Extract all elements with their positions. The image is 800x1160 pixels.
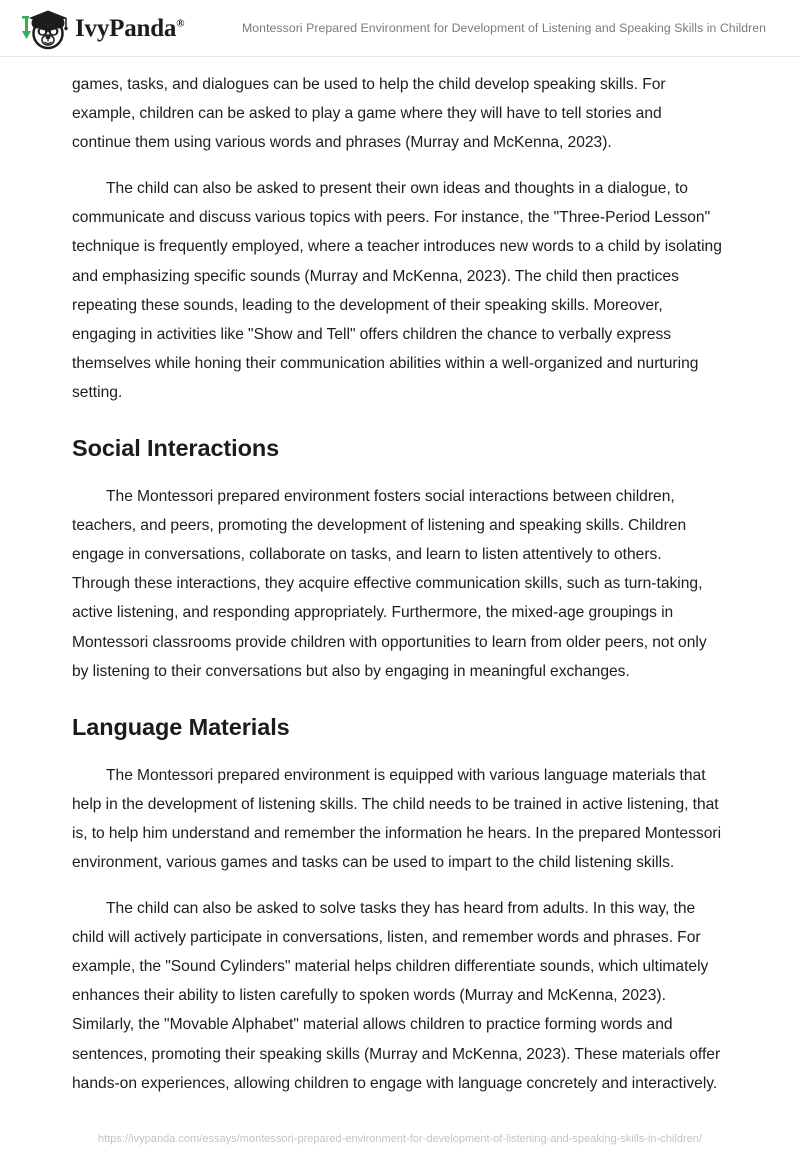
panda-graduate-logo-icon [18, 5, 72, 51]
body-paragraph: The Montessori prepared environment is equipped with various language materials that help in the development of listening skills. The child needs to be trained in active listening, that is, to help him understand and remember the information he hears. In the prepared Montessori environment, various games and tasks can be used to impart to the child listening skills. [72, 766, 722, 871]
page-header [0, 0, 800, 57]
section-heading: Social Interactions [72, 435, 280, 462]
document-title: Montessori Prepared Environment for Development of Listening and Speaking Skills in Children [242, 21, 767, 35]
registered-mark: ® [176, 17, 185, 30]
brand-name [75, 16, 184, 41]
body-paragraph: The child can also be asked to solve tasks they has heard from adults. In this way, the child will actively participate in conversations, listen, and remember words and phrases. For example, the "Sound Cylinders" material helps children differentiate sounds, which ultimately enhances their ability to listen carefully to spoken words (Murray and McKenna, 2023). Similarly, the "Movable Alphabet" material allows children to practice forming words and sentences, promoting their speaking skills (Murray and McKenna, 2023). These materials offer hands-on experiences, allowing children to engage with language concretely and interactively. [72, 900, 721, 1092]
brand-logo-link[interactable] [18, 5, 198, 51]
section-heading: Language Materials [72, 713, 290, 740]
page-footer [0, 1118, 800, 1160]
body-paragraph: games, tasks, and dialogues can be used to help the child develop speaking skills. For example, children can be asked to play a game where they will have to tell stories and continue them using various words and phrases (Murray and McKenna, 2023). [72, 76, 666, 152]
body-paragraph: The Montessori prepared environment fosters social interactions between children, teachers, and peers, promoting the development of listening and speaking skills. Children engage in conversations, collaborate on tasks, and learn to listen attentively to others. Through these interactions, they acquire effective communication skills, such as turn-taking, active listening, and responding appropriately. Furthermore, the mixed-age groupings in Montessori classrooms provide children with opportunities to learn from older peers, not only by listening to their conversations but also by engaging in meaningful exchanges. [72, 488, 707, 680]
document-body [72, 70, 722, 1115]
source-url[interactable]: https://ivypanda.com/essays/montessori-prepared-environment-for-development-of-listening-and-speaking-skills-in-children/ [97, 1133, 703, 1145]
body-paragraph: The child can also be asked to present their own ideas and thoughts in a dialogue, to communicate and discuss various topics with peers. For instance, the "Three-Period Lesson" technique is frequently employed, where a teacher introduces new words to a child by isolating and emphasizing specific sounds (Murray and McKenna, 2023). The child then practices repeating these sounds, leading to the development of their speaking skills. Moreover, engaging in activities like "Show and Tell" offers children the chance to verbally express themselves while honing their communication abilities within a well-organized and nurturing setting. [72, 180, 722, 401]
brand-name-text: IvyPanda [75, 14, 177, 42]
